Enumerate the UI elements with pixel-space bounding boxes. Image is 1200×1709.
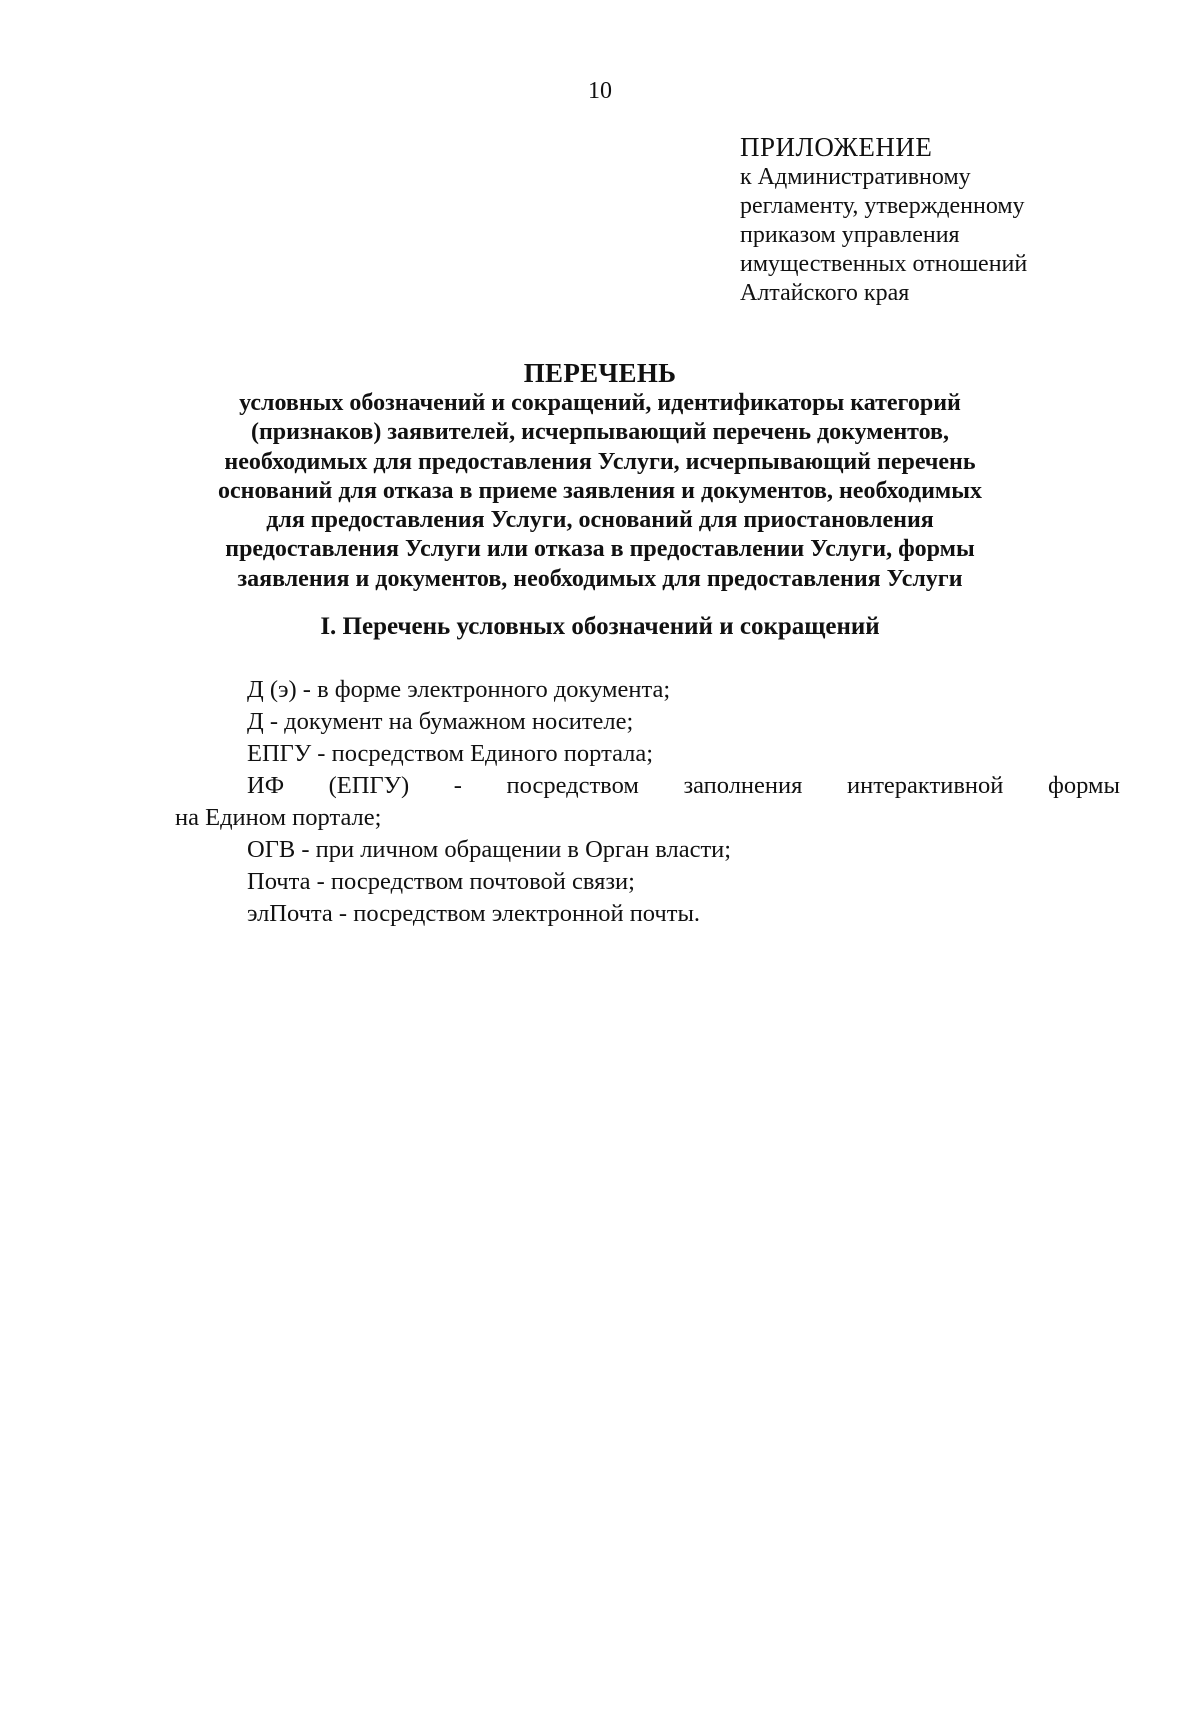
subtitle-line: заявления и документов, необходимых для предоставления Услуги xyxy=(237,565,963,592)
page-number: 10 xyxy=(588,78,612,104)
appendix-line: регламенту, утвержденному xyxy=(740,193,1025,219)
appendix-line: приказом управления xyxy=(740,222,960,248)
abbreviation-item: элПочта - посредством электронной почты. xyxy=(247,900,701,927)
document-title: ПЕРЕЧЕНЬ xyxy=(523,358,677,388)
abbreviation-item: ЕПГУ - посредством Единого портала; xyxy=(247,740,654,767)
subtitle-line: необходимых для предоставления Услуги, исчерпывающий перечень xyxy=(224,448,976,475)
justified-word: (ЕПГУ) xyxy=(328,772,410,799)
subtitle-line: для предоставления Услуги, оснований для приостановления xyxy=(266,507,934,534)
abbreviation-item: Д (э) - в форме электронного документа; xyxy=(247,676,671,703)
justified-word: интерактивной xyxy=(847,772,1004,799)
abbreviation-list xyxy=(175,674,1120,930)
document-subtitle xyxy=(150,389,1050,594)
justified-word: посредством xyxy=(506,772,639,799)
justified-word: заполнения xyxy=(683,772,803,799)
appendix-line: имущественных отношений xyxy=(740,251,1028,277)
subtitle-line: предоставления Услуги или отказа в предоставлении Услуги, формы xyxy=(225,536,975,563)
appendix-line: Алтайского края xyxy=(740,280,910,306)
abbreviation-item-continuation: на Едином портале; xyxy=(175,804,382,831)
subtitle-line: условных обозначений и сокращений, идентификаторы категорий xyxy=(239,390,961,416)
appendix-block xyxy=(740,132,1160,308)
abbreviation-item-justified xyxy=(175,770,1120,802)
section-heading: I. Перечень условных обозначений и сокращений xyxy=(320,613,880,640)
justified-word: - xyxy=(453,772,462,799)
abbreviation-item: ОГВ - при личном обращении в Орган власти; xyxy=(247,836,732,863)
abbreviation-item: Почта - посредством почтовой связи; xyxy=(247,868,635,895)
appendix-line: к Административному xyxy=(740,164,971,190)
justified-word: формы xyxy=(1047,772,1120,799)
justified-word: ИФ xyxy=(247,772,285,799)
subtitle-line: оснований для отказа в приеме заявления и документов, необходимых xyxy=(218,477,982,504)
subtitle-line: (признаков) заявителей, исчерпывающий перечень документов, xyxy=(250,419,950,446)
appendix-heading: ПРИЛОЖЕНИЕ xyxy=(740,132,933,162)
abbreviation-item: Д - документ на бумажном носителе; xyxy=(247,708,634,735)
